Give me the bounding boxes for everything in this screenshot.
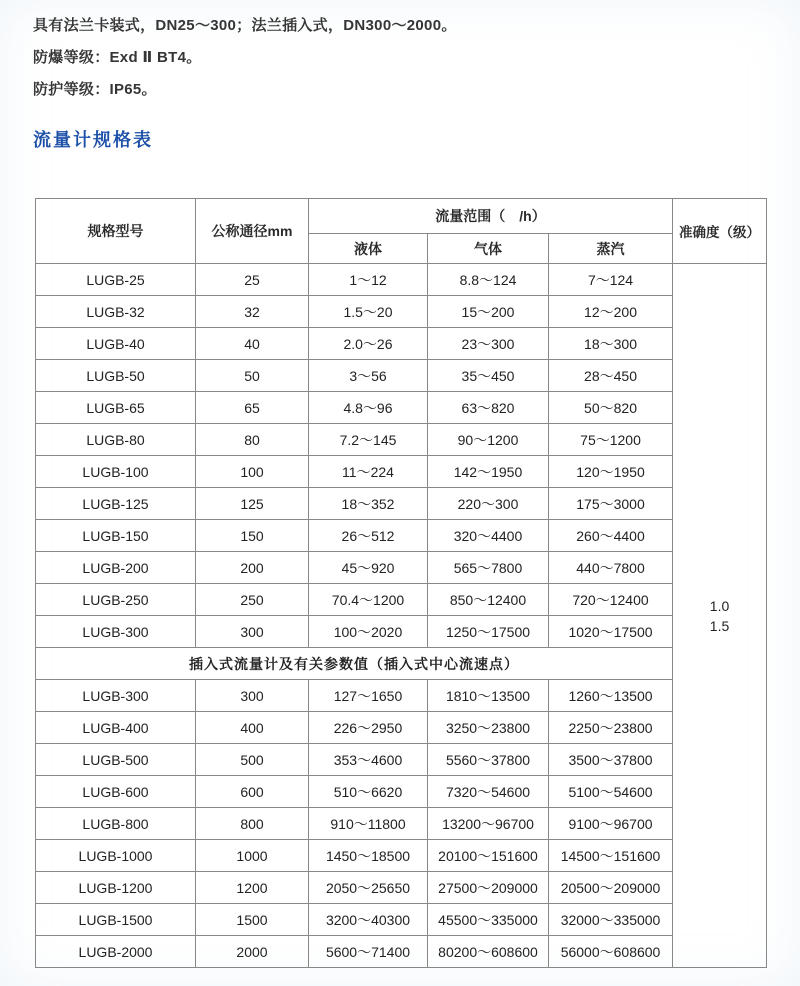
value-cell: 1810～13500 <box>428 680 549 712</box>
value-cell: 7～124 <box>549 264 673 296</box>
table-row <box>36 328 767 360</box>
value-cell: 7.2～145 <box>309 424 428 456</box>
table-row <box>36 744 767 776</box>
model-cell: LUGB-32 <box>36 296 196 328</box>
model-cell: LUGB-1500 <box>36 904 196 936</box>
value-cell: 45～920 <box>309 552 428 584</box>
value-cell: 600 <box>196 776 309 808</box>
model-cell: LUGB-500 <box>36 744 196 776</box>
value-cell: 2000 <box>196 936 309 968</box>
value-cell: 1260～13500 <box>549 680 673 712</box>
table-row <box>36 296 767 328</box>
model-cell: LUGB-150 <box>36 520 196 552</box>
intro-text-block <box>0 0 800 106</box>
value-cell: 100～2020 <box>309 616 428 648</box>
value-cell: 300 <box>196 616 309 648</box>
column-header-accuracy: 准确度（级） <box>673 199 767 264</box>
table-row <box>36 360 767 392</box>
model-cell: LUGB-40 <box>36 328 196 360</box>
table-row <box>36 456 767 488</box>
model-cell: LUGB-50 <box>36 360 196 392</box>
value-cell: 400 <box>196 712 309 744</box>
insertion-section-divider-row <box>36 648 767 680</box>
model-cell: LUGB-300 <box>36 616 196 648</box>
table-row <box>36 488 767 520</box>
value-cell: 13200～96700 <box>428 808 549 840</box>
model-cell: LUGB-250 <box>36 584 196 616</box>
value-cell: 1.5～20 <box>309 296 428 328</box>
value-cell: 910～11800 <box>309 808 428 840</box>
model-cell: LUGB-300 <box>36 680 196 712</box>
value-cell: 23～300 <box>428 328 549 360</box>
value-cell: 850～12400 <box>428 584 549 616</box>
model-cell: LUGB-25 <box>36 264 196 296</box>
value-cell: 5600～71400 <box>309 936 428 968</box>
column-header-model: 规格型号 <box>36 199 196 264</box>
column-header-steam: 蒸汽 <box>549 234 673 264</box>
value-cell: 9100～96700 <box>549 808 673 840</box>
column-header-flow-range: 流量范围（ /h） <box>309 199 673 234</box>
accuracy-value: 1.0 <box>709 597 730 614</box>
value-cell: 220～300 <box>428 488 549 520</box>
value-cell: 1000 <box>196 840 309 872</box>
table-row <box>36 552 767 584</box>
table-row <box>36 904 767 936</box>
value-cell: 26～512 <box>309 520 428 552</box>
value-cell: 32 <box>196 296 309 328</box>
value-cell: 260～4400 <box>549 520 673 552</box>
value-cell: 50～820 <box>549 392 673 424</box>
value-cell: 150 <box>196 520 309 552</box>
value-cell: 27500～209000 <box>428 872 549 904</box>
model-cell: LUGB-800 <box>36 808 196 840</box>
value-cell: 1～12 <box>309 264 428 296</box>
column-header-liquid: 液体 <box>309 234 428 264</box>
value-cell: 8.8～124 <box>428 264 549 296</box>
model-cell: LUGB-400 <box>36 712 196 744</box>
value-cell: 90～1200 <box>428 424 549 456</box>
value-cell: 14500～151600 <box>549 840 673 872</box>
value-cell: 353～4600 <box>309 744 428 776</box>
model-cell: LUGB-1200 <box>36 872 196 904</box>
spec-table-header <box>36 199 767 264</box>
value-cell: 175～3000 <box>549 488 673 520</box>
value-cell: 56000～608600 <box>549 936 673 968</box>
value-cell: 565～7800 <box>428 552 549 584</box>
value-cell: 65 <box>196 392 309 424</box>
section-title: 流量计规格表 <box>33 130 153 150</box>
table-row <box>36 616 767 648</box>
value-cell: 20500～209000 <box>549 872 673 904</box>
value-cell: 250 <box>196 584 309 616</box>
model-cell: LUGB-100 <box>36 456 196 488</box>
value-cell: 226～2950 <box>309 712 428 744</box>
value-cell: 3～56 <box>309 360 428 392</box>
value-cell: 2250～23800 <box>549 712 673 744</box>
value-cell: 1200 <box>196 872 309 904</box>
value-cell: 1250～17500 <box>428 616 549 648</box>
value-cell: 1020～17500 <box>549 616 673 648</box>
value-cell: 127～1650 <box>309 680 428 712</box>
value-cell: 2050～25650 <box>309 872 428 904</box>
value-cell: 1500 <box>196 904 309 936</box>
value-cell: 18～300 <box>549 328 673 360</box>
value-cell: 3250～23800 <box>428 712 549 744</box>
value-cell: 510～6620 <box>309 776 428 808</box>
value-cell: 125 <box>196 488 309 520</box>
value-cell: 18～352 <box>309 488 428 520</box>
value-cell: 720～12400 <box>549 584 673 616</box>
flowmeter-spec-table <box>35 198 767 968</box>
value-cell: 25 <box>196 264 309 296</box>
accuracy-values-cell <box>673 264 767 968</box>
table-row <box>36 392 767 424</box>
value-cell: 800 <box>196 808 309 840</box>
intro-line-explosion-proof: 防爆等级：Exd Ⅱ BT4。 <box>33 49 202 66</box>
value-cell: 35～450 <box>428 360 549 392</box>
value-cell: 300 <box>196 680 309 712</box>
intro-line-protection: 防护等级：IP65。 <box>33 81 157 98</box>
value-cell: 1450～18500 <box>309 840 428 872</box>
value-cell: 5100～54600 <box>549 776 673 808</box>
model-cell: LUGB-125 <box>36 488 196 520</box>
value-cell: 440～7800 <box>549 552 673 584</box>
value-cell: 11～224 <box>309 456 428 488</box>
value-cell: 320～4400 <box>428 520 549 552</box>
value-cell: 45500～335000 <box>428 904 549 936</box>
value-cell: 15～200 <box>428 296 549 328</box>
value-cell: 12～200 <box>549 296 673 328</box>
value-cell: 80 <box>196 424 309 456</box>
value-cell: 32000～335000 <box>549 904 673 936</box>
table-row <box>36 520 767 552</box>
value-cell: 75～1200 <box>549 424 673 456</box>
table-row <box>36 424 767 456</box>
spec-table-body <box>36 264 767 968</box>
table-row <box>36 936 767 968</box>
table-row <box>36 840 767 872</box>
table-row <box>36 872 767 904</box>
table-row <box>36 776 767 808</box>
accuracy-value: 1.5 <box>709 617 730 634</box>
value-cell: 50 <box>196 360 309 392</box>
value-cell: 500 <box>196 744 309 776</box>
value-cell: 142～1950 <box>428 456 549 488</box>
value-cell: 5560～37800 <box>428 744 549 776</box>
value-cell: 28～450 <box>549 360 673 392</box>
insertion-section-divider: 插入式流量计及有关参数值（插入式中心流速点） <box>36 648 673 680</box>
model-cell: LUGB-65 <box>36 392 196 424</box>
model-cell: LUGB-200 <box>36 552 196 584</box>
value-cell: 7320～54600 <box>428 776 549 808</box>
model-cell: LUGB-80 <box>36 424 196 456</box>
value-cell: 70.4～1200 <box>309 584 428 616</box>
value-cell: 200 <box>196 552 309 584</box>
value-cell: 100 <box>196 456 309 488</box>
table-row <box>36 808 767 840</box>
model-cell: LUGB-1000 <box>36 840 196 872</box>
value-cell: 3500～37800 <box>549 744 673 776</box>
table-row <box>36 584 767 616</box>
column-header-diameter: 公称通径mm <box>196 199 309 264</box>
table-row <box>36 712 767 744</box>
table-row <box>36 264 767 296</box>
model-cell: LUGB-600 <box>36 776 196 808</box>
column-header-gas: 气体 <box>428 234 549 264</box>
intro-line-mounting: 具有法兰卡装式，DN25～300；法兰插入式，DN300～2000。 <box>33 17 457 34</box>
value-cell: 20100～151600 <box>428 840 549 872</box>
value-cell: 80200～608600 <box>428 936 549 968</box>
value-cell: 3200～40300 <box>309 904 428 936</box>
value-cell: 2.0～26 <box>309 328 428 360</box>
value-cell: 63～820 <box>428 392 549 424</box>
value-cell: 120～1950 <box>549 456 673 488</box>
table-row <box>36 680 767 712</box>
header-row-group <box>36 199 767 234</box>
value-cell: 40 <box>196 328 309 360</box>
value-cell: 4.8～96 <box>309 392 428 424</box>
model-cell: LUGB-2000 <box>36 936 196 968</box>
